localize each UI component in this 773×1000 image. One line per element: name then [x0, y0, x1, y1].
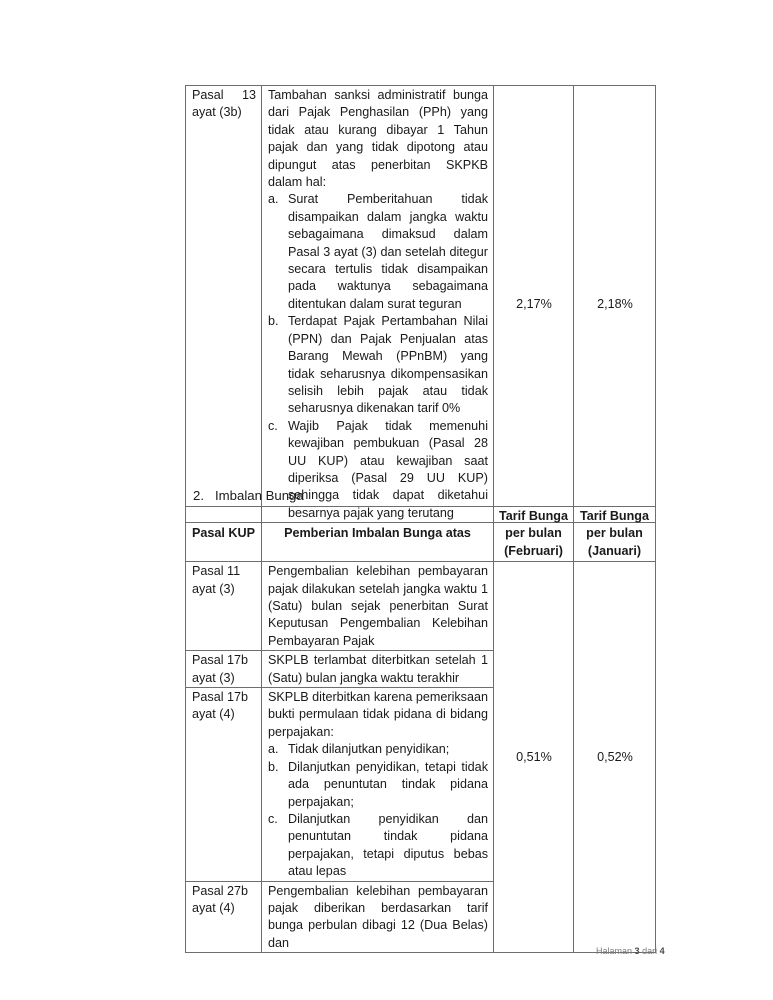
list-marker: b. [268, 759, 279, 774]
list-item [268, 759, 488, 811]
list-item [268, 741, 488, 758]
rate-january: 2,18% [574, 86, 656, 523]
footer-page-number: 3 [634, 946, 640, 956]
pasal-word: Pasal [192, 88, 224, 102]
list-item-text: Wajib Pajak tidak memenuhi kewajiban pembukuan (Pasal 28 UU KUP) atau kewajiban saat diperiksa (Pasal 29 UU KUP) sehingga tidak dapat diketahui besarnya pajak yang terutang [288, 418, 488, 520]
table-row [186, 562, 656, 651]
sanksi-bunga-table [185, 85, 656, 523]
imbalan-bunga-table [185, 506, 656, 953]
pasal-cell: Pasal 11 ayat (3) [186, 562, 262, 651]
header-pasal: Pasal KUP [186, 507, 262, 562]
description-intro: Tambahan sanksi administratif bunga dari Pajak Penghasilan (PPh) yang tidak atau kurang dibayar 1 Tahun pajak dan yang tidak dipotong atau dipungut atas penerbitan SKPKB dalam hal: [268, 88, 488, 190]
section-number: 2. [193, 488, 204, 503]
list-marker: b. [268, 314, 279, 329]
pasal-cell: Pasal 17b ayat (3) [186, 651, 262, 688]
rate-february: 2,17% [494, 86, 574, 523]
table-header-row [186, 507, 656, 562]
list-item-text: Surat Pemberitahuan tidak disampaikan dalam jangka waktu sebagaimana dimaksud dalam Pasal 3 ayat (3) dan setelah ditegur secara tertulis tidak disampaikan pada waktunya sebagaimana ditentukan dalam surat teguran [288, 192, 488, 311]
description-intro: SKPLB diterbitkan karena pemeriksaan bukti permulaan tidak pidana di bidang perpajakan: [268, 690, 488, 739]
footer-total-pages: 4 [659, 946, 665, 956]
list-marker: a. [268, 192, 279, 207]
header-pemberian: Pemberian Imbalan Bunga atas [262, 507, 494, 562]
description-cell: SKPLB terlambat diterbitkan setelah 1 (Satu) bulan jangka waktu terakhir [262, 651, 494, 688]
description-cell: Pengembalian kelebihan pembayaran pajak dilakukan setelah jangka waktu 1 (Satu) bulan sejak penerbitan Surat Keputusan Pengembalian Kelebihan Pembayaran Pajak [262, 562, 494, 651]
description-cell [262, 86, 494, 523]
header-jan: Tarif Bunga per bulan (Januari) [574, 507, 656, 562]
pasal-cell: Pasal 27b ayat (4) [186, 881, 262, 953]
rate-february: 0,51% [494, 562, 574, 953]
list-item-text: Dilanjutkan penyidikan dan penuntutan tindak pidana perpajakan, tetapi diputus bebas atau lepas [288, 811, 488, 879]
section-title: Imbalan Bunga [215, 488, 304, 503]
condition-list [268, 741, 488, 880]
footer-prefix: Halaman [596, 946, 633, 956]
list-marker: a. [268, 742, 279, 757]
list-item [268, 811, 488, 881]
list-marker: c. [268, 418, 278, 433]
header-feb: Tarif Bunga per bulan (Februari) [494, 507, 574, 562]
table-row [186, 86, 656, 523]
pasal-cell: Pasal 17b ayat (4) [186, 688, 262, 881]
condition-list [268, 191, 488, 522]
list-marker: c. [268, 811, 278, 826]
list-item-text: Terdapat Pajak Pertambahan Nilai (PPN) dan Pajak Penjualan atas Barang Mewah (PPnBM) yang tidak seharusnya dikompensasikan selisih lebih pajak atau tidak seharusnya dikenakan tarif 0% [288, 314, 488, 416]
pasal-cell [186, 86, 262, 523]
description-cell [262, 688, 494, 881]
list-item-text: Dilanjutkan penyidikan, tetapi tidak ada penuntutan tindak pidana perpajakan; [288, 759, 488, 809]
rate-january: 0,52% [574, 562, 656, 953]
footer-middle: dari [642, 946, 658, 956]
list-item [268, 313, 488, 417]
page-footer [596, 946, 665, 956]
section-heading [193, 488, 304, 503]
description-cell: Pengembalian kelebihan pembayaran pajak diberikan berdasarkan tarif bunga perbulan dibagi 12 (Dua Belas) dan [262, 881, 494, 953]
pasal-number: 13 [241, 88, 256, 102]
list-item [268, 191, 488, 313]
pasal-ayat: ayat (3b) [192, 105, 242, 120]
list-item-text: Tidak dilanjutkan penyidikan; [288, 742, 450, 757]
